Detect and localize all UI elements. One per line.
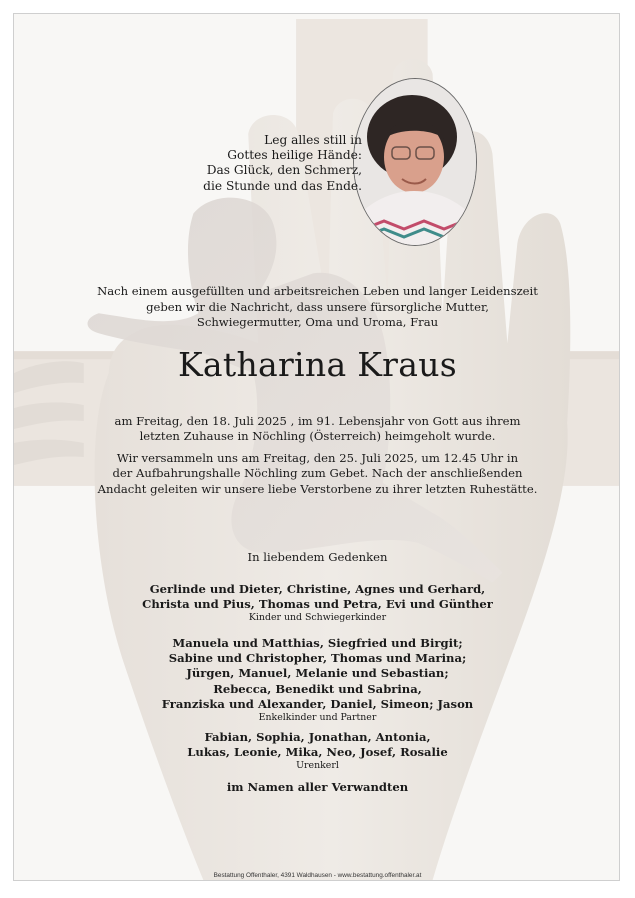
intro-text <box>60 284 575 331</box>
quote-line: Gottes heilige Hände: <box>227 148 362 163</box>
intro-line: Schwiegermutter, Oma und Uroma, Frau <box>196 315 439 330</box>
mourner-line: Franziska und Alexander, Daniel, Simeon; Jason <box>161 696 474 711</box>
relation-label: Enkelkinder und Partner <box>258 712 377 724</box>
closing-line: im Namen aller Verwandten <box>226 780 409 794</box>
intro-line: geben wir die Nachricht, dass unsere fürsorgliche Mutter, <box>146 299 489 314</box>
mourner-line: Rebecca, Benedikt und Sabrina, <box>213 681 422 696</box>
death-notice <box>55 414 580 445</box>
mourner-line: Jürgen, Manuel, Melanie und Sebastian; <box>186 666 449 681</box>
mourners-great-grandchildren <box>60 730 575 772</box>
relation-label: Kinder und Schwiegerkinder <box>248 612 387 624</box>
mourners-grandchildren <box>60 636 575 724</box>
mourner-line: Gerlinde und Dieter, Christine, Agnes und Gerhard, <box>149 582 486 596</box>
deceased-name: Katharina Kraus <box>177 345 458 384</box>
death-line: letzten Zuhause in Nöchling (Österreich) heimgeholt wurde. <box>139 429 496 444</box>
quote-line: die Stunde und das Ende. <box>203 178 362 193</box>
mourner-line: Fabian, Sophia, Jonathan, Antonia, <box>204 730 431 744</box>
quote-line: Leg alles still in <box>264 133 362 147</box>
gathering-line: der Aufbahrungshalle Nöchling zum Gebet. Nach der anschließenden <box>112 466 523 481</box>
relation-label: Urenkerl <box>296 760 339 772</box>
intro-line: Nach einem ausgefüllten und arbeitsreichen Leben und langer Leidenszeit <box>97 284 538 298</box>
death-line: am Freitag, den 18. Juli 2025 , im 91. Lebensjahr von Gott aus ihrem <box>114 414 521 428</box>
gathering-line: Wir versammeln uns am Freitag, den 25. Juli 2025, um 12.45 Uhr in <box>116 451 519 465</box>
quote-line: Das Glück, den Schmerz, <box>206 163 362 178</box>
funeral-home-footer: Bestattung Offenthaler, 4391 Waldhausen - www.bestattung.offenthaler.at <box>213 872 422 879</box>
gathering-line: Andacht geleiten wir unsere liebe Verstorbene zu ihrer letzten Ruhestätte. <box>97 481 538 496</box>
mourners-children <box>60 582 575 624</box>
quote-verse <box>150 133 362 194</box>
mourner-line: Lukas, Leonie, Mika, Neo, Josef, Rosalie <box>187 745 448 760</box>
gathering-notice <box>55 451 580 497</box>
portrait-image <box>354 79 476 245</box>
mourner-line: Sabine und Christopher, Thomas und Marina; <box>168 651 467 666</box>
mourner-line: Christa und Pius, Thomas und Petra, Evi und Günther <box>142 597 493 612</box>
portrait-photo <box>353 78 477 246</box>
mourner-line: Manuela und Matthias, Siegfried und Birgit; <box>172 636 463 650</box>
in-memory-heading: In liebendem Gedenken <box>247 550 388 564</box>
